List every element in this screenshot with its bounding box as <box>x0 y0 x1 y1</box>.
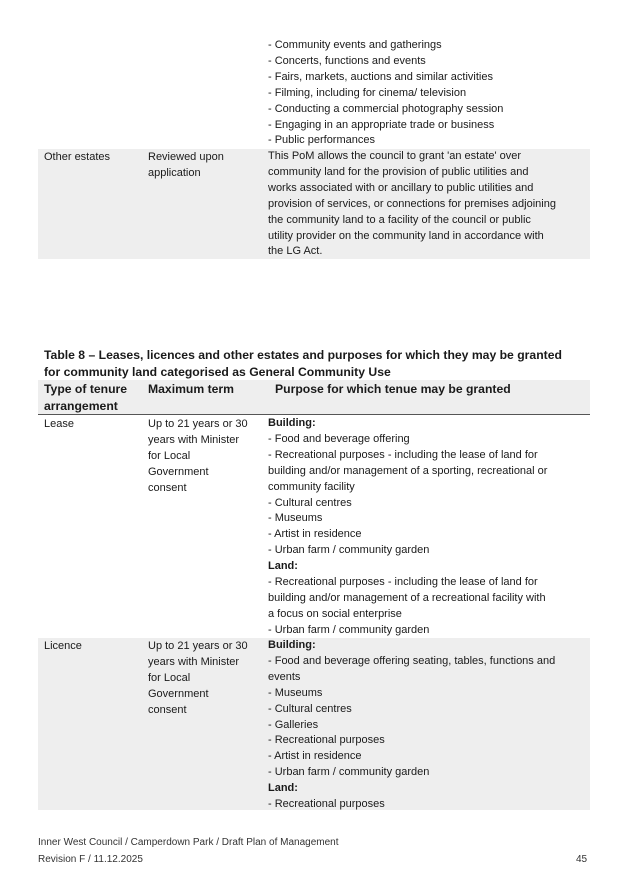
purpose-line: provision of services, or connections for premises adjoining <box>268 197 556 210</box>
header-type-line: Type of tenure <box>44 382 128 396</box>
header-term: Maximum term <box>148 382 235 396</box>
purpose-line: - Galleries <box>268 718 319 731</box>
max-term-cell <box>148 416 260 496</box>
purpose-line: - Urban farm / community garden <box>268 623 430 636</box>
purpose-line: - Urban farm / community garden <box>268 766 430 779</box>
purpose-line: works associated with or ancillary to public utilities and <box>268 181 534 194</box>
term-line: Up to 21 years or 30 <box>148 418 248 430</box>
purpose-line: - Food and beverage offering <box>268 432 410 445</box>
table-row-lease <box>38 416 590 638</box>
purpose-line: This PoM allows the council to grant 'an estate' over <box>268 150 522 162</box>
page-footer <box>38 834 339 868</box>
building-heading: Building: <box>268 417 316 429</box>
list-item: - Community events and gatherings <box>268 39 442 51</box>
term-line: Government <box>148 466 209 478</box>
purpose-line: - Urban farm / community garden <box>268 544 430 557</box>
term-line: Up to 21 years or 30 <box>148 640 248 652</box>
table-row-other-estates <box>38 149 590 259</box>
purpose-line: the community land to a facility of the council or public <box>268 213 531 226</box>
table-header <box>38 380 590 415</box>
tenure-type-cell: Lease <box>44 418 74 430</box>
purpose-line: - Cultural centres <box>268 702 352 715</box>
header-type <box>44 381 144 415</box>
land-heading: Land: <box>268 560 298 573</box>
list-item: - Public performances <box>268 134 375 147</box>
term-line: years with Minister <box>148 434 240 446</box>
continuation-row <box>38 38 590 150</box>
max-term-cell <box>148 638 260 718</box>
purpose-line: utility provider on the community land in accordance with <box>268 229 544 242</box>
term-line: Government <box>148 688 209 700</box>
term-line: for Local <box>148 450 191 462</box>
purpose-cell <box>268 149 586 260</box>
purpose-cell <box>268 416 586 639</box>
table-row-licence <box>38 638 590 810</box>
header-purpose: Purpose for which tenue may be granted <box>275 382 511 396</box>
purpose-line: community facility <box>268 480 355 493</box>
header-type-line: arrangement <box>44 399 118 413</box>
purpose-line: building and/or management of a sporting, recreational or <box>268 464 548 477</box>
max-term-cell <box>148 149 260 181</box>
term-line: Reviewed upon <box>148 151 224 163</box>
purpose-line: - Cultural centres <box>268 496 352 509</box>
purpose-line: events <box>268 670 301 683</box>
continuation-purpose-list <box>268 38 586 149</box>
purpose-line: - Recreational purposes <box>268 798 385 811</box>
list-item: - Fairs, markets, auctions and similar activities <box>268 70 493 83</box>
purpose-line: community land for the provision of public utilities and <box>268 165 529 178</box>
tenure-type-cell: Other estates <box>44 151 111 163</box>
purpose-line: - Recreational purposes - including the lease of land for <box>268 448 538 461</box>
list-item: - Concerts, functions and events <box>268 54 426 67</box>
term-line: application <box>148 167 201 179</box>
term-line: consent <box>148 704 187 716</box>
purpose-line: - Recreational purposes - including the lease of land for <box>268 576 538 589</box>
list-item: - Conducting a commercial photography session <box>268 102 504 115</box>
list-item: - Engaging in an appropriate trade or business <box>268 118 495 131</box>
purpose-line: - Food and beverage offering seating, tables, functions and <box>268 654 556 667</box>
land-heading: Land: <box>268 782 298 795</box>
purpose-line: - Museums <box>268 686 323 699</box>
table-caption <box>44 347 592 381</box>
purpose-line: a focus on social enterprise <box>268 607 402 620</box>
term-line: for Local <box>148 672 191 684</box>
purpose-cell <box>268 638 586 813</box>
purpose-line: - Recreational purposes <box>268 734 385 747</box>
building-heading: Building: <box>268 639 316 651</box>
footer-document-title: Inner West Council / Camperdown Park / Draft Plan of Management <box>38 837 339 848</box>
caption-line: Table 8 – Leases, licences and other estates and purposes for which they may be granted <box>44 348 562 362</box>
purpose-line: building and/or management of a recreational facility with <box>268 591 546 604</box>
list-item: - Filming, including for cinema/ television <box>268 86 467 99</box>
term-line: years with Minister <box>148 656 240 668</box>
caption-line: for community land categorised as General Community Use <box>44 365 391 379</box>
purpose-line: - Artist in residence <box>268 750 362 763</box>
page-number: 45 <box>576 854 588 865</box>
purpose-line: the LG Act. <box>268 245 323 258</box>
term-line: consent <box>148 482 187 494</box>
purpose-line: - Museums <box>268 512 323 525</box>
tenure-type-cell: Licence <box>44 640 82 652</box>
purpose-line: - Artist in residence <box>268 528 362 541</box>
footer-revision: Revision F / 11.12.2025 <box>38 854 143 865</box>
